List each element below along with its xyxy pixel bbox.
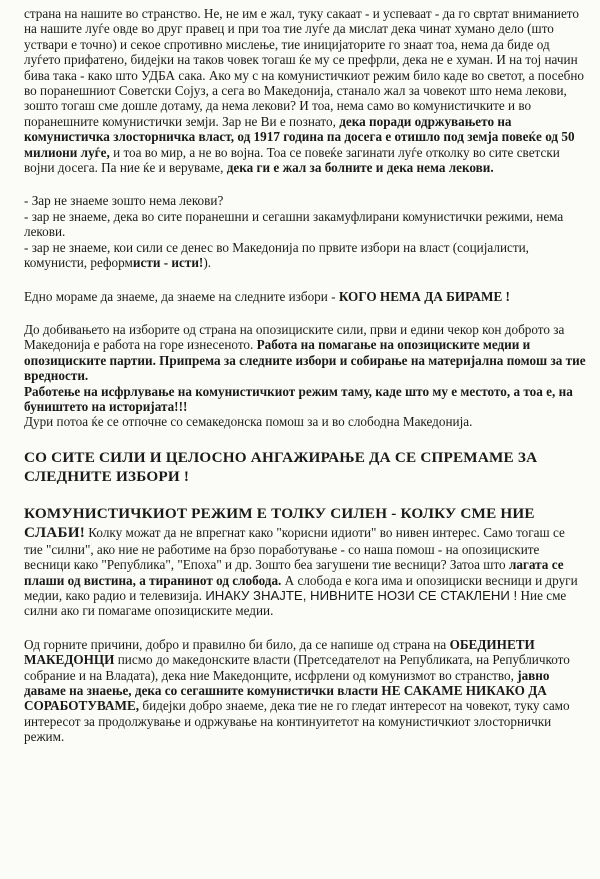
intro-text-2: и тоа во мир, а не во војна. Тоа се повеќе загинати луѓе отколку во сите светски војни досега. Па ние ќе и веруваме,	[24, 144, 560, 176]
paragraph-elections	[24, 289, 586, 304]
regime-text-1: Колку можат да не впрегнат како "корисни идиоти" во нивен интерес. Само тогаш се тие "силни", ако ние не работиме на брзо поработување - со наша помош - на опозициските весници како "Република", "Епоха" и др. Зошто беа загушени тие весници? Затоа што	[24, 524, 565, 573]
regime-text-3: Ние сме силни ако ги помагаме опозициските медии.	[24, 587, 567, 619]
regime-bold: лагата се плаши од вистина, а тиранинот од слобода.	[24, 557, 564, 588]
question-3	[24, 240, 586, 271]
letter-text-2: писмо до македонските власти (Претседателот на Републиката, на Републичкото собрание и на Владата), дека ние Македонците, исфрлени од комунизмот во странство,	[24, 652, 570, 683]
intro-text-1: страна на нашите во странство. Не, не им е жал, туку сакаат - и успеваат - да го свртат вниманието на нашите луѓе овде во друг правец и при тоа тие луѓе да мислат дека чинат хумано дело (што уствари е точно) и секое спротивно мислење, тие иницијаторите го знаат тоа, нема да биде од луѓето прифатено, бидејки на таков човек тогаш ќе му се префрли, дека не е хуман. И на тој начин бива така - како што УДБА сака. Ако му с на комунистичкиот режим било каде во светот, а посебно во поранешниот Советски Сојуз, а сега во Македонија, станало жал за човекот што нема лекови, зошто тогаш сме дошле дотаму, да нема лекови? И тоа, нема само во комунистичките и во поранешните комунистички земји. Зар не Ви е познато,	[24, 6, 585, 129]
heading-forces: СО СИТЕ СИЛИ И ЦЕЛОСНО АНГАЖИРАЊЕ ДА СЕ СПРЕМАМЕ ЗА СЛЕДНИТЕ ИЗБОРИ !	[24, 448, 538, 485]
paragraph-intro	[24, 6, 586, 175]
question-2: - зар не знаеме, дека во сите поранешни и сегашни закамуфлирани комунистички режими, нема лекови.	[24, 208, 564, 240]
paragraph-opposition	[24, 322, 586, 384]
letter-text-1: Од горните причини, добро и правилно би било, да се напише од страна на	[24, 636, 450, 652]
question-3-text: - зар не знаеме, кои сили се денес во Македонија по првите избори на власт	[24, 239, 450, 255]
opposition-text-1: До добивањето на изборите од страна на опозициските сили, први и едини чекор кон доброто за Македонија е работа на горе изнесеното.	[24, 321, 565, 353]
intro-bold-2: дека ги е жал за болните и дека нема лекови.	[226, 160, 494, 176]
intro-bold-1: дека поради одржувањето на комунистичка злосторничка власт, од 1917 година па досега е отишло под земја повеќе од 50 милиони луѓе,	[24, 113, 575, 160]
regime-text-2: А слобода е кога има и опозициски весници и други медии, како радио и телевизија.	[24, 572, 578, 603]
regime-heading: КОМУНИСТИЧКИОТ РЕЖИМ Е ТОЛКУ СИЛЕН - КОЛКУ СМЕ НИЕ СЛАБИ!	[24, 504, 535, 541]
question-3-paren: (социјалисти, комунисти, реформ	[24, 239, 529, 271]
letter-bold-1: ОБЕДИНЕТИ МАКЕДОНЦИ	[24, 636, 535, 668]
paragraph-after: Дури потоа ќе се отпочне со семакедонска помош за и во слободна Македонија.	[24, 414, 473, 430]
opposition-bold-1: Работа на помагање на опозициските медии и опозициските партии. Припрема за следните избори и собирање на материјална помош за тие вредности.	[24, 337, 586, 384]
paragraph-letter	[24, 637, 586, 745]
elections-bold: КОГО НЕМА ДА БИРАМЕ !	[338, 288, 510, 304]
question-3-bold: исти - исти!	[132, 255, 204, 271]
letter-text-3: бидејки добро знаеме, дека тие не го гледат интересот на човекот, туку само интересот за продолжување и одржување на континуитетот на комунистичкиот злосторнички режим.	[24, 698, 570, 745]
paragraph-regime	[24, 504, 586, 619]
elections-text: Едно мораме да знаеме, да знаеме на следните избори -	[24, 288, 339, 304]
question-3-end: ).	[203, 255, 212, 271]
letter-bold-2: јавно даваме на знаење, дека со сегашните комунистички власти НЕ САКАМЕ НИКАКО ДА СОРАБОТУВАМЕ,	[24, 667, 550, 714]
regime-glass-legs: ИНАКУ ЗНАЈТЕ, НИВНИТЕ НОЗИ СЕ СТАКЛЕНИ !	[205, 587, 518, 603]
question-1: - Зар не знаеме зошто нема лекови?	[24, 193, 224, 209]
paragraph-dump: Работење на исфрлување на комунистичкиот режим таму, каде што му е местото, а тоа е, на буништето на историјата!!!	[24, 383, 573, 414]
